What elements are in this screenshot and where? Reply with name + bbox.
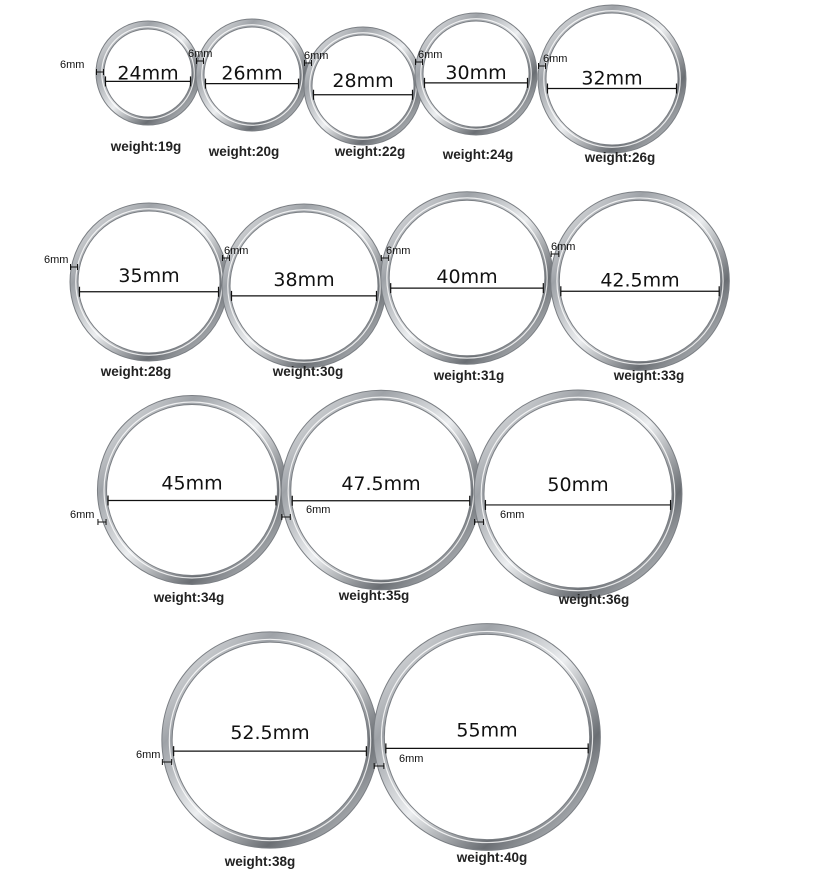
thickness-label: 6mm xyxy=(188,48,213,60)
ring-item xyxy=(282,395,476,603)
diameter-label: 32mm xyxy=(581,67,643,90)
diameter-label: 38mm xyxy=(273,268,335,291)
ring-item xyxy=(374,629,595,865)
thickness-label: 6mm xyxy=(500,509,525,521)
diameter-label: 52.5mm xyxy=(230,722,310,745)
weight-label: weight:24g xyxy=(442,147,514,162)
ring-item xyxy=(60,25,196,154)
weight-label: weight:22g xyxy=(334,144,406,159)
ring-item xyxy=(416,17,534,162)
thickness-label: 6mm xyxy=(224,245,249,257)
thickness-label: 6mm xyxy=(60,59,85,71)
thickness-label: 6mm xyxy=(70,509,95,521)
ring-item xyxy=(304,31,418,159)
ring-item xyxy=(136,637,373,869)
ring-item xyxy=(70,400,282,605)
diameter-label: 45mm xyxy=(161,472,223,495)
ring-item xyxy=(381,196,549,383)
thickness-label: 6mm xyxy=(418,49,443,61)
thickness-label: 6mm xyxy=(44,254,69,266)
diameter-label: 50mm xyxy=(547,473,609,496)
weight-label: weight:38g xyxy=(224,854,296,869)
diameter-label: 28mm xyxy=(332,69,394,92)
thickness-label: 6mm xyxy=(551,241,576,253)
weight-label: weight:28g xyxy=(100,364,172,379)
diameter-label: 55mm xyxy=(456,719,518,742)
thickness-label: 6mm xyxy=(306,504,331,516)
diameter-label: 40mm xyxy=(436,266,498,289)
ring-item xyxy=(551,196,725,383)
ring-item xyxy=(44,207,224,379)
diameter-label: 24mm xyxy=(117,62,179,85)
diameter-label: 30mm xyxy=(445,61,507,84)
weight-label: weight:33g xyxy=(613,368,685,383)
thickness-label: 6mm xyxy=(399,753,424,765)
weight-label: weight:26g xyxy=(584,150,656,165)
weight-label: weight:19g xyxy=(110,139,182,154)
thickness-label: 6mm xyxy=(304,50,329,62)
diameter-label: 42.5mm xyxy=(600,269,680,292)
weight-label: weight:34g xyxy=(153,590,225,605)
diameter-label: 35mm xyxy=(118,264,180,287)
thickness-label: 6mm xyxy=(386,245,411,257)
diameter-label: 26mm xyxy=(221,62,283,85)
weight-label: weight:31g xyxy=(433,368,505,383)
ring-item xyxy=(475,395,677,607)
weight-label: weight:36g xyxy=(558,592,630,607)
thickness-label: 6mm xyxy=(543,53,568,65)
diameter-label: 47.5mm xyxy=(341,472,421,495)
thickness-label: 6mm xyxy=(136,749,161,761)
weight-label: weight:20g xyxy=(208,144,280,159)
weight-label: weight:30g xyxy=(272,364,344,379)
ring-item xyxy=(222,208,382,379)
weight-label: weight:35g xyxy=(338,588,410,603)
ring-item xyxy=(539,9,683,165)
weight-label: weight:40g xyxy=(456,850,528,865)
ring-item xyxy=(188,23,304,159)
